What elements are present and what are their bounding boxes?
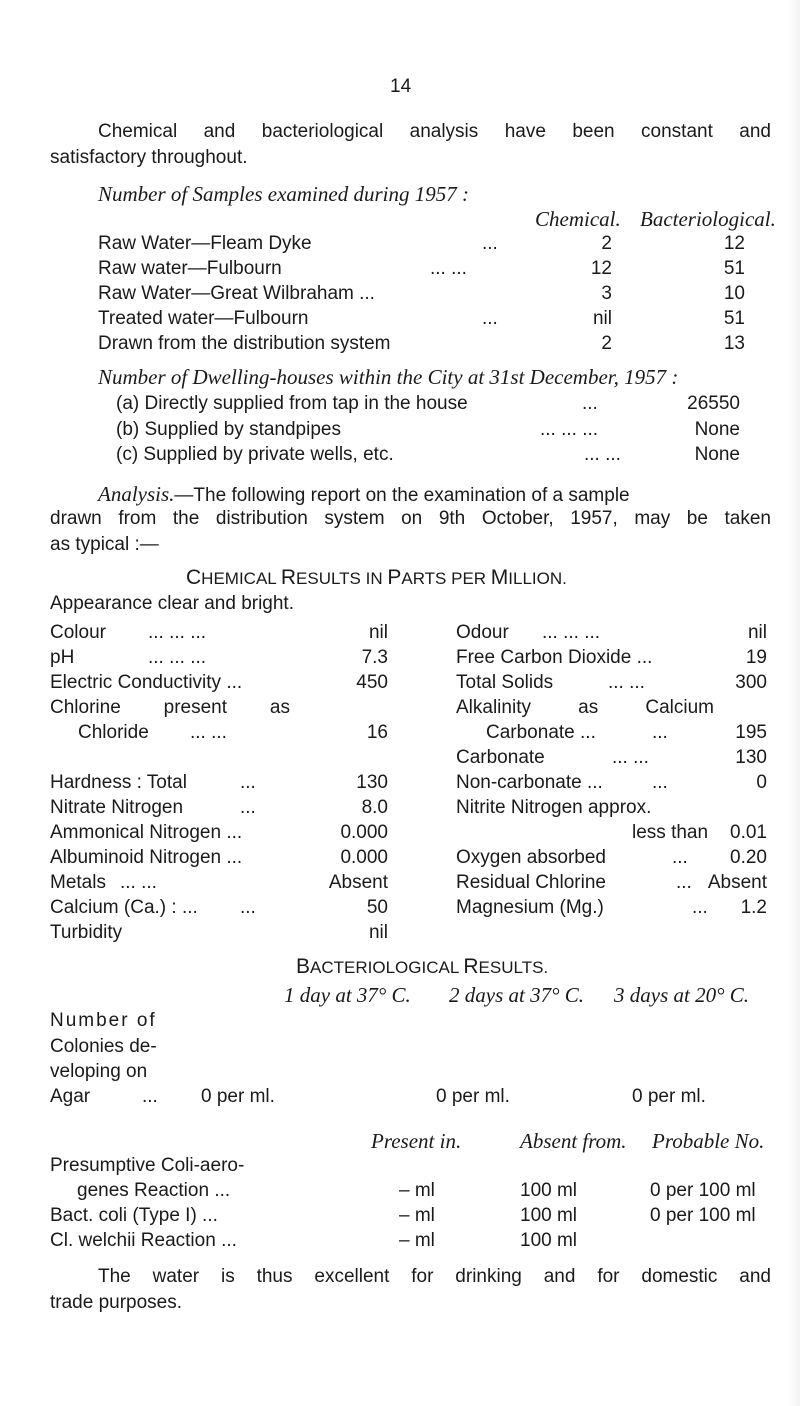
chem-left-value: Absent [328, 872, 388, 893]
samples-row-bacteriological: 51 [723, 308, 745, 329]
tests-head-probable: Probable No. [652, 1129, 765, 1153]
chem-right-label: Nitrite Nitrogen approx. [456, 797, 652, 818]
samples-row-chemical: 2 [601, 233, 612, 254]
chem-right-dots: ... ... [608, 672, 645, 693]
chem-left-dots: ... ... ... [148, 647, 207, 668]
colonies-value-1-day: 0 per ml. [201, 1086, 275, 1107]
chem-left-value: 8.0 [361, 797, 388, 818]
samples-row-dots: ... ... [430, 258, 467, 279]
chem-left-value: 16 [366, 722, 388, 743]
chem-right-label: less than [632, 822, 709, 843]
chem-right-dots: ... [692, 897, 708, 918]
chem-left-value: 0.000 [340, 822, 388, 843]
intro-line-1: Chemical and bacteriological analysis have been constant and [98, 121, 771, 142]
chem-left-dots: ... ... [190, 722, 227, 743]
chem-right-value: 1.2 [740, 897, 767, 918]
test-probable: 0 per 100 ml [650, 1180, 756, 1201]
chemical-results-title: CHEMICAL RESULTS IN PARTS PER MILLION. [186, 566, 567, 589]
test-label-line-2: Bact. coli (Type I) ... [50, 1205, 218, 1226]
dwellings-row-value: None [694, 444, 740, 465]
dwellings-row-label: (c) Supplied by private wells, etc. [116, 444, 394, 465]
chem-right-label: Residual Chlorine [456, 872, 606, 893]
chem-right-label: Carbonate [456, 747, 545, 768]
chem-right-value: nil [747, 622, 767, 643]
chem-left-value: 450 [356, 672, 388, 693]
chem-left-value: nil [368, 622, 388, 643]
chem-left-label: Colour [50, 622, 106, 643]
bacteriological-results-title: BACTERIOLOGICAL RESULTS. [296, 955, 549, 978]
chem-right-value: 130 [735, 747, 767, 768]
dwellings-row-label: (a) Directly supplied from tap in the house [116, 393, 468, 414]
dwellings-row-label: (b) Supplied by standpipes [116, 419, 341, 440]
appearance-note: Appearance clear and bright. [50, 593, 294, 614]
analysis-line-1-rest: —The following report on the examination of a sample [174, 485, 630, 506]
test-label-line-2: genes Reaction ... [77, 1180, 231, 1201]
chem-right-value: 0 [756, 772, 767, 793]
chem-left-value: nil [368, 922, 388, 943]
samples-row-chemical: 3 [601, 283, 612, 304]
samples-row-dots: ... [482, 233, 498, 254]
test-label-line-2: Cl. welchii Reaction ... [50, 1230, 237, 1251]
samples-row-label: Raw Water—Great Wilbraham ... [98, 283, 375, 304]
chem-left-label: Turbidity [50, 922, 123, 943]
chem-left-value: 50 [366, 897, 388, 918]
chem-right-dots: ... [652, 722, 668, 743]
chem-right-value: 19 [745, 647, 767, 668]
analysis-line-1 [98, 482, 771, 507]
test-probable: 0 per 100 ml [650, 1205, 756, 1226]
chem-right-label: Free Carbon Dioxide ... [456, 647, 653, 668]
intro-line-2: satisfactory throughout. [50, 147, 248, 168]
test-absent: 100 ml [520, 1230, 578, 1251]
chem-left-dots: ... [240, 897, 256, 918]
chem-right-dots: ... [676, 872, 692, 893]
chem-right-dots: ... ... ... [542, 622, 601, 643]
chem-left-value: 0.000 [340, 847, 388, 868]
colonies-dots: ... [142, 1086, 158, 1107]
chem-right-label: Magnesium (Mg.) [456, 897, 604, 918]
analysis-line-3: as typical :— [50, 534, 159, 555]
samples-row-bacteriological: 12 [723, 233, 745, 254]
chem-left-label: Electric Conductivity ... [50, 672, 243, 693]
test-absent: 100 ml [520, 1180, 578, 1201]
test-present: – ml [399, 1180, 435, 1201]
samples-row-dots: ... [482, 308, 498, 329]
chem-right-dots: ... [652, 772, 668, 793]
test-absent: 100 ml [520, 1205, 578, 1226]
samples-row-bacteriological: 10 [723, 283, 745, 304]
dwellings-row-dots: ... [582, 393, 598, 414]
test-present: – ml [399, 1230, 435, 1251]
chem-right-value: 0.20 [730, 847, 767, 868]
conclusion-line-1: The water is thus excellent for drinking and for domestic and [98, 1266, 771, 1287]
chem-left-label: Calcium (Ca.) : ... [50, 897, 198, 918]
chem-left-label: Metals [50, 872, 106, 893]
samples-row-bacteriological: 51 [723, 258, 745, 279]
samples-row-label: Drawn from the distribution system [98, 333, 391, 354]
chem-right-value: 0.01 [730, 822, 767, 843]
dwellings-heading: Number of Dwelling-houses within the City at 31st December, 1957 : [98, 365, 679, 389]
chem-left-label: Albuminoid Nitrogen ... [50, 847, 243, 868]
chem-left-dots: ... ... [120, 872, 157, 893]
dwellings-row-value: None [694, 419, 740, 440]
colonies-label-line-1: Number of [50, 1010, 157, 1031]
chem-left-label: Chloride [78, 722, 149, 743]
chem-right-label: Odour [456, 622, 509, 643]
samples-row-bacteriological: 13 [723, 333, 745, 354]
colonies-label-line-2: Colonies de- [50, 1036, 157, 1057]
colonies-label-line-4: Agar [50, 1086, 91, 1107]
chem-right-label: Carbonate ... [486, 722, 596, 743]
tests-head-absent: Absent from. [520, 1129, 627, 1153]
samples-col-chemical: Chemical. [535, 207, 621, 231]
colonies-label-line-3: veloping on [50, 1061, 148, 1082]
chem-right-label: Non-carbonate ... [456, 772, 603, 793]
samples-row-chemical: nil [592, 308, 612, 329]
chem-right-label: Total Solids [456, 672, 554, 693]
bact-col-3-days: 3 days at 20° C. [614, 983, 749, 1007]
chem-left-value: 7.3 [361, 647, 388, 668]
chem-right-value: 300 [735, 672, 767, 693]
samples-row-label: Raw Water—Fleam Dyke [98, 233, 312, 254]
colonies-value-2-days: 0 per ml. [436, 1086, 510, 1107]
conclusion-line-2: trade purposes. [50, 1292, 183, 1313]
chem-left-label: Ammonical Nitrogen ... [50, 822, 243, 843]
test-label-line-1: Presumptive Coli-aero- [50, 1155, 245, 1176]
samples-col-bacteriological: Bacteriological. [640, 207, 776, 231]
samples-row-label: Raw water—Fulbourn [98, 258, 282, 279]
chem-left-label: Hardness : Total [50, 772, 187, 793]
page-edge-shadow [788, 0, 800, 1406]
bact-col-1-day: 1 day at 37° C. [284, 983, 411, 1007]
bact-col-2-days: 2 days at 37° C. [449, 983, 584, 1007]
chem-left-dots: ... [240, 772, 256, 793]
chem-left-value: 130 [356, 772, 388, 793]
tests-head-present: Present in. [371, 1129, 462, 1153]
chem-left-label: Nitrate Nitrogen [50, 797, 184, 818]
dwellings-row-dots: ... ... [584, 444, 621, 465]
colonies-value-3-days: 0 per ml. [632, 1086, 706, 1107]
chem-right-label: Oxygen absorbed [456, 847, 606, 868]
samples-row-chemical: 12 [590, 258, 612, 279]
test-present: – ml [399, 1205, 435, 1226]
samples-heading: Number of Samples examined during 1957 : [98, 182, 469, 206]
page-number: 14 [390, 76, 412, 97]
dwellings-row-dots: ... ... ... [540, 419, 599, 440]
analysis-line-2: drawn from the distribution system on 9th October, 1957, may be taken [50, 508, 771, 529]
chem-right-dots: ... [672, 847, 688, 868]
chem-right-dots: ... ... [612, 747, 649, 768]
chem-right-value: 195 [735, 722, 767, 743]
chem-left-dots: ... ... ... [148, 622, 207, 643]
samples-row-label: Treated water—Fulbourn [98, 308, 309, 329]
analysis-lead: Analysis. [98, 482, 175, 506]
chem-left-dots: ... [240, 797, 256, 818]
chem-left-label: Chlorine present as [50, 697, 290, 718]
chem-right-label: Alkalinity as Calcium [456, 697, 714, 718]
samples-row-chemical: 2 [601, 333, 612, 354]
chem-left-label: pH [50, 647, 75, 668]
dwellings-row-value: 26550 [687, 393, 740, 414]
chem-right-value: Absent [707, 872, 767, 893]
